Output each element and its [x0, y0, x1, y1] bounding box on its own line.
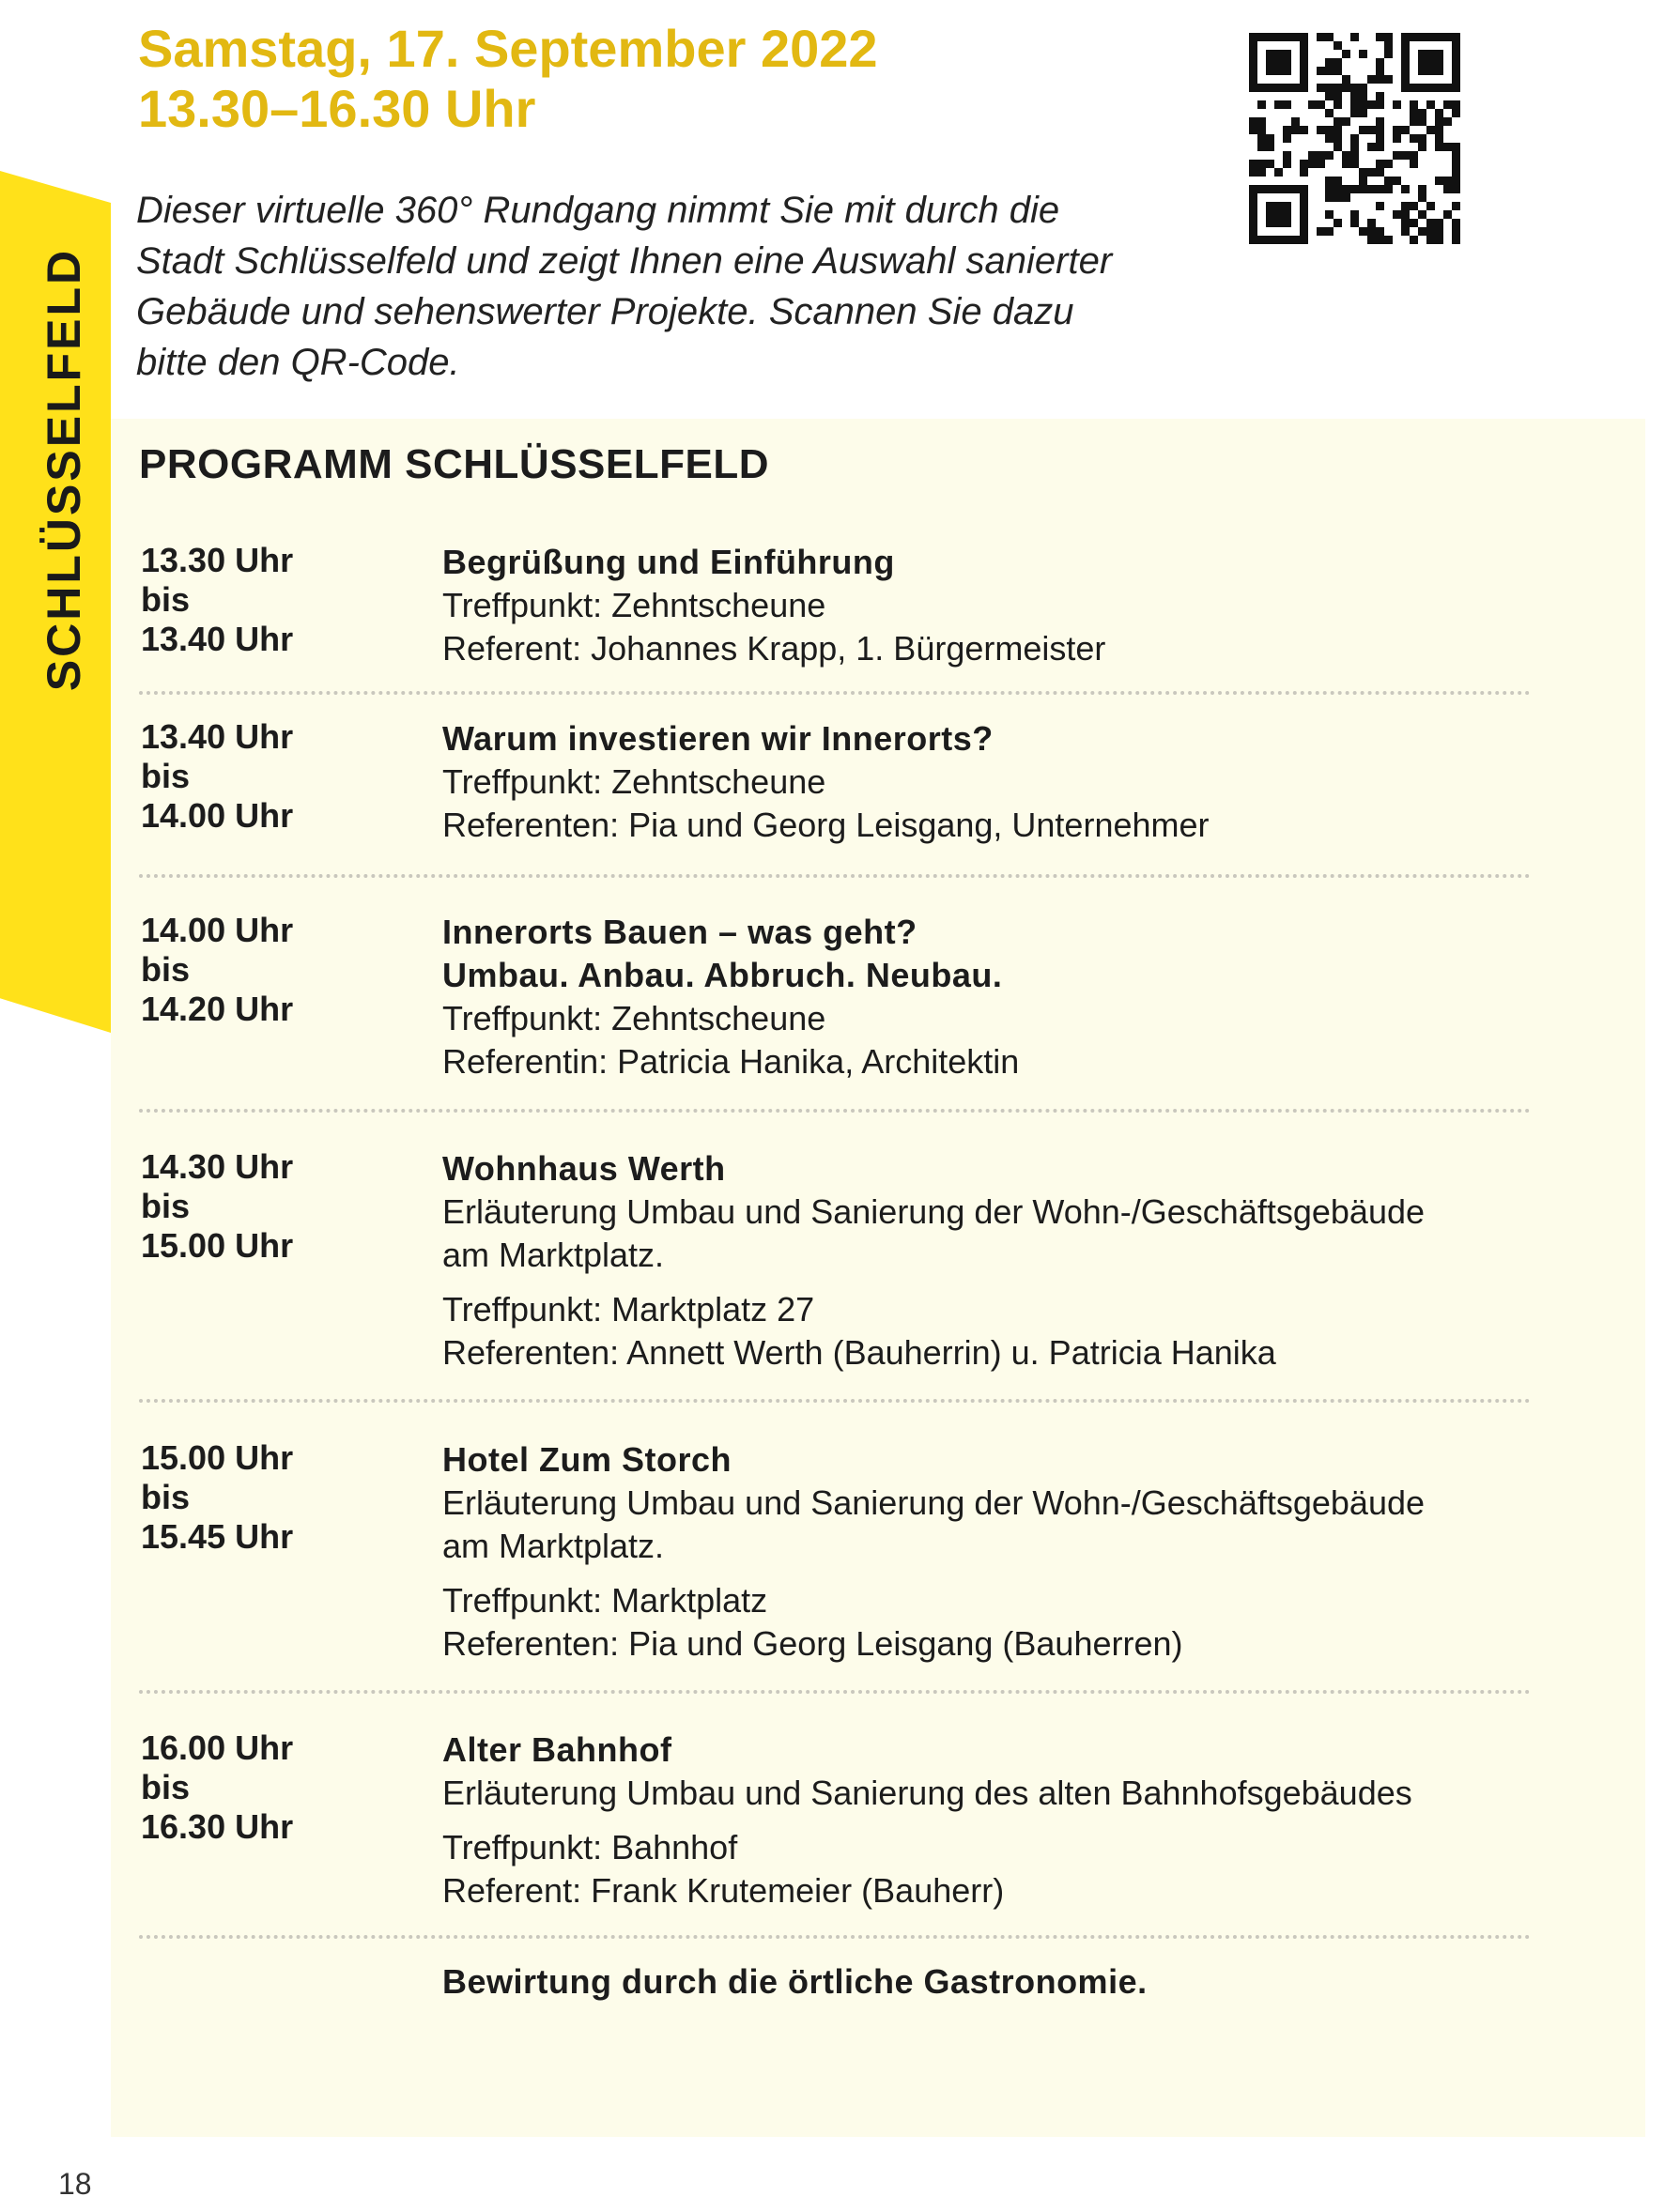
end-time: 13.40 Uhr	[141, 620, 294, 658]
bis-label: bis	[141, 950, 191, 989]
start-time: 13.40 Uhr	[141, 717, 294, 756]
speaker-line: Referenten: Pia und Georg Leisgang (Bauherren)	[442, 1624, 1183, 1663]
item-line: Treffpunkt: Zehntscheune	[442, 762, 826, 801]
date-heading	[138, 19, 878, 139]
intro-line: Dieser virtuelle 360° Rundgang nimmt Sie mit durch die	[136, 190, 1060, 231]
intro-line: Gebäude und sehenswerter Projekte. Scannen Sie dazu	[136, 291, 1074, 332]
start-time: 15.00 Uhr	[141, 1438, 294, 1477]
start-time: 13.30 Uhr	[141, 541, 294, 579]
intro-line: Stadt Schlüsselfeld und zeigt Ihnen eine Auswahl sanierter	[136, 240, 1113, 282]
bis-label: bis	[141, 757, 191, 795]
item-line: Referent: Johannes Krapp, 1. Bürgermeister	[442, 629, 1106, 668]
item-details	[442, 911, 1550, 1083]
item-line: Referenten: Pia und Georg Leisgang, Unternehmer	[442, 806, 1210, 844]
item-title: Warum investieren wir Innerorts?	[442, 719, 994, 758]
time-range	[141, 1147, 293, 1266]
item-line: am Marktplatz.	[442, 1527, 665, 1565]
separator	[139, 874, 1531, 878]
separator	[139, 691, 1531, 695]
start-time: 16.00 Uhr	[141, 1728, 294, 1767]
side-label: SCHLÜSSELFELD	[38, 247, 90, 692]
item-details	[442, 1728, 1550, 1912]
separator	[139, 1109, 1531, 1113]
item-details	[442, 717, 1550, 847]
speaker-line: Referent: Frank Krutemeier (Bauherr)	[442, 1871, 1005, 1910]
start-time: 14.30 Uhr	[141, 1147, 294, 1186]
bis-label: bis	[141, 1187, 191, 1225]
item-line: Treffpunkt: Zehntscheune	[442, 586, 826, 624]
end-time: 14.20 Uhr	[141, 990, 294, 1028]
date-line: Samstag, 17. September 2022	[138, 19, 878, 78]
qr-code-icon[interactable]	[1249, 33, 1460, 244]
page-number: 18	[58, 2167, 92, 2201]
item-line: Erläuterung Umbau und Sanierung des alten Bahnhofsgebäudes	[442, 1774, 1412, 1812]
item-title: Innerorts Bauen – was geht?	[442, 913, 917, 951]
item-details	[442, 1147, 1550, 1375]
item-line: Erläuterung Umbau und Sanierung der Wohn-/Geschäftsgebäude	[442, 1483, 1426, 1522]
item-title: Hotel Zum Storch	[442, 1440, 732, 1479]
bis-label: bis	[141, 1768, 191, 1806]
program-title: PROGRAMM SCHLÜSSELFELD	[139, 441, 769, 487]
intro-line: bitte den QR-Code.	[136, 342, 460, 383]
item-subtitle: Umbau. Anbau. Abbruch. Neubau.	[442, 956, 1003, 994]
time-range	[141, 911, 293, 1029]
item-title: Wohnhaus Werth	[442, 1149, 726, 1188]
meeting-point: Treffpunkt: Marktplatz 27	[442, 1290, 815, 1329]
bis-label: bis	[141, 1478, 191, 1516]
meeting-point: Treffpunkt: Bahnhof	[442, 1828, 738, 1866]
time-range	[141, 1438, 293, 1557]
item-line: Referentin: Patricia Hanika, Architektin	[442, 1042, 1020, 1081]
item-title: Begrüßung und Einführung	[442, 543, 895, 581]
separator	[139, 1935, 1531, 1939]
item-details	[442, 541, 1550, 670]
end-time: 15.45 Uhr	[141, 1517, 294, 1556]
time-line: 13.30–16.30 Uhr	[138, 79, 536, 138]
item-line: Treffpunkt: Zehntscheune	[442, 999, 826, 1037]
bis-label: bis	[141, 580, 191, 619]
time-range	[141, 1728, 293, 1847]
closing-note: Bewirtung durch die örtliche Gastronomie.	[442, 1962, 1148, 2001]
time-range	[141, 717, 293, 836]
intro-text	[136, 185, 1235, 388]
item-title: Alter Bahnhof	[442, 1730, 672, 1769]
item-line: am Marktplatz.	[442, 1236, 665, 1274]
end-time: 15.00 Uhr	[141, 1226, 294, 1265]
separator	[139, 1399, 1531, 1403]
time-range	[141, 541, 293, 659]
meeting-point: Treffpunkt: Marktplatz	[442, 1581, 768, 1620]
separator	[139, 1690, 1531, 1694]
start-time: 14.00 Uhr	[141, 911, 294, 949]
end-time: 16.30 Uhr	[141, 1807, 294, 1846]
speaker-line: Referenten: Annett Werth (Bauherrin) u. Patricia Hanika	[442, 1333, 1276, 1372]
item-line: Erläuterung Umbau und Sanierung der Wohn-/Geschäftsgebäude	[442, 1192, 1426, 1231]
item-details	[442, 1438, 1550, 1666]
end-time: 14.00 Uhr	[141, 796, 294, 835]
